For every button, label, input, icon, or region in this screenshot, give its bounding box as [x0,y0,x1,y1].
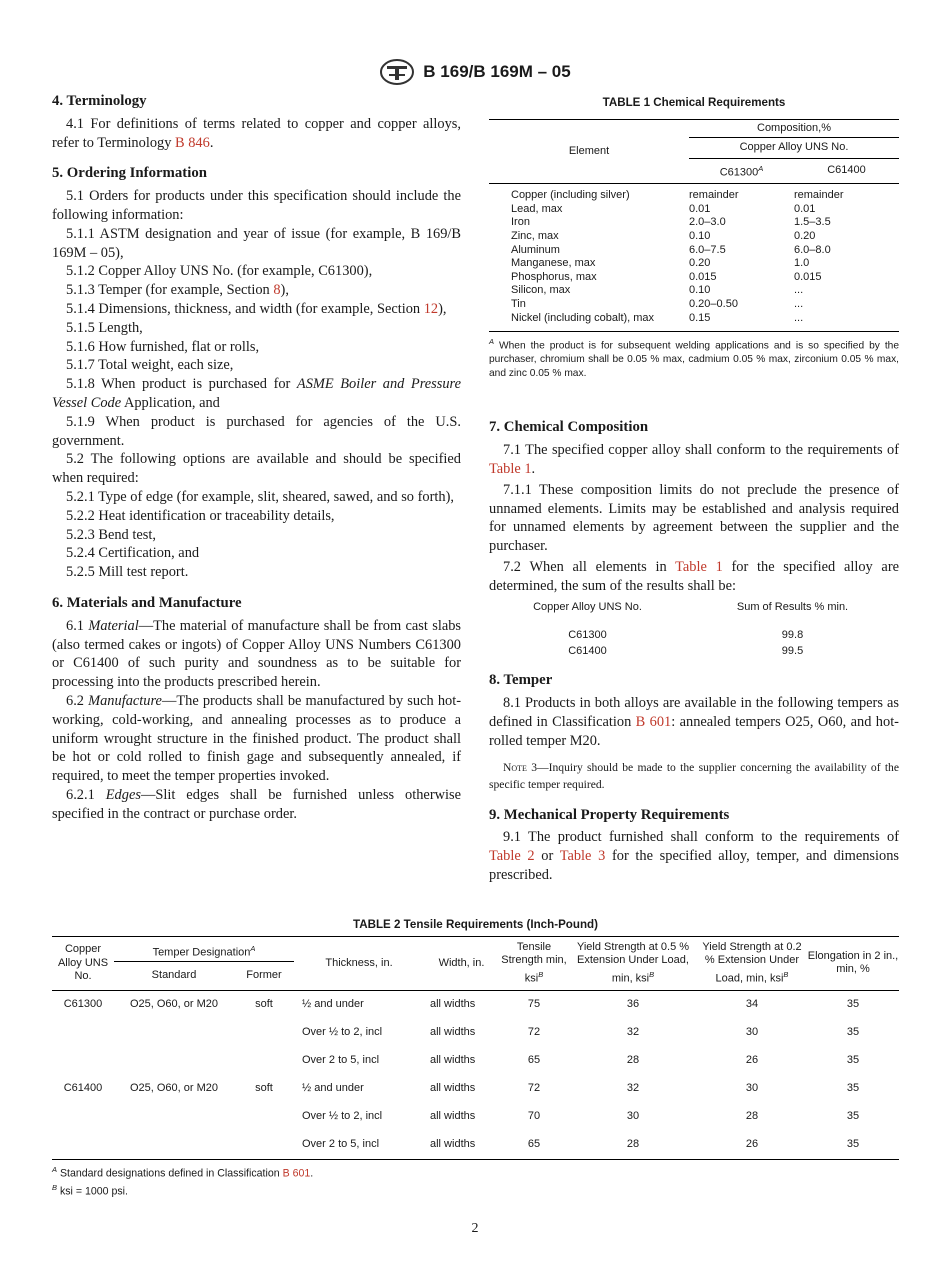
table1-cell-c61400: ... [793,284,804,297]
paragraph: 7.1.1 These composition limits do not preclude the presence of unnamed elements. Limits may be established and analysis required for unnamed elements by agreement between the supplier and the purchaser. [489,481,899,555]
table2-row [52,1019,899,1047]
table2-cell-yield02: 26 [745,1053,759,1066]
table1-cell-c61300: 0.20 [689,257,711,270]
sum-cell-alloy: C61400 [568,644,607,657]
table1-cell-element: Iron [511,216,530,229]
ref-section-8-link[interactable]: 8 [273,282,281,299]
paragraph: 5.1.2 Copper Alloy UNS No. (for example, C61300), [66,263,373,280]
ref-b601-link[interactable]: B 601 [282,1167,311,1180]
table2-cell-yield02: 28 [745,1109,759,1122]
sum-row [489,644,899,660]
paragraph: 5.1.5 Length, [66,319,143,336]
table2-cell-yield05: 30 [626,1109,640,1122]
table2-cell-width: all widths [430,1081,476,1094]
table2-cell-alloy: C61400 [63,1081,103,1094]
table2-cell-tensile: 72 [527,1081,541,1094]
section-5 [52,164,461,582]
ref-b601-link[interactable]: B 601 [635,713,672,730]
table1-row [489,312,899,330]
table2-cell-width: all widths [430,1109,476,1122]
table1-cell-element: Zinc, max [511,230,559,243]
table1-cell-c61400: 6.0–8.0 [793,243,831,256]
ref-b846-link[interactable]: B 846 [175,134,210,151]
table1-caption: TABLE 1 Chemical Requirements [602,96,786,109]
paragraph: 9.1 The product furnished shall conform to the requirements of Table 2 or Table 3 for the specified alloy, temper, and dimensions prescribed. [489,829,900,884]
table2-cell-yield02: 30 [745,1025,759,1038]
table2-cell-thickness: Over 2 to 5, incl [294,1131,424,1160]
table2-cell-standard [114,1047,234,1075]
paragraph: 5.2.1 Type of edge (for example, slit, sheared, sawed, and so forth), [66,488,454,505]
paragraph: 5.2 The following options are available and should be specified when required: [52,451,461,487]
table2-cell-width: all widths [424,1131,499,1160]
table2-cell-former: soft [255,997,273,1010]
table1-cell-c61400: remainder [793,189,844,202]
table2-header-former: Former [234,962,294,991]
table1-cell-element: Silicon, max [511,284,571,297]
table2-header-yield05: Yield Strength at 0.5 % Extension Under Load, min, ksi$^B$ [569,937,697,991]
paragraph: 5.1.6 How furnished, flat or rolls, [66,338,260,355]
paragraph: 5.1.4 Dimensions, thickness, and width (for example, Section 12), [66,300,447,317]
page-header [0,58,950,86]
table1-header-composition: Composition,% [689,119,899,138]
table2-cell-standard [114,1019,234,1047]
sum-cell-value: 99.5 [781,644,804,657]
left-column [52,92,461,829]
table2-header-alloy: Copper Alloy UNS No. [52,937,114,991]
table2-cell-tensile: 65 [499,1131,569,1160]
table1-cell-c61400: ... [793,311,804,324]
table1-cell-c61300: 0.015 [689,270,717,283]
table2-footnote-a: $^A$ Standard designations defined in Classification B 601. [52,1164,314,1180]
document-designation: B 169/B 169M – 05 [423,62,571,81]
table1-cell-c61300: 0.15 [689,311,711,324]
table2-cell-elongation: 35 [846,1109,860,1122]
table1-cell-element: Copper (including silver) [511,189,630,202]
table2-cell-yield02: 34 [745,997,759,1010]
table2-row [52,1047,899,1075]
table1-cell-c61300: 6.0–7.5 [689,243,726,256]
table2-cell-elongation: 35 [846,1025,860,1038]
table2-caption: TABLE 2 Tensile Requirements (Inch-Pound) [353,918,598,931]
table2-cell-width: all widths [430,1053,476,1066]
table2-cell-thickness: Over ½ to 2, incl [302,1025,383,1038]
table1-cell-element: Manganese, max [511,257,596,270]
sum-of-results-table [489,600,899,660]
table1-row [489,203,899,217]
paragraph: 5.1.1 ASTM designation and year of issue (for example, B 169/B 169M – 05), [52,225,461,261]
table2-header-yield02: Yield Strength at 0.2 % Extension Under Load, min, ksi$^B$ [697,937,807,991]
table1-chemical-requirements [489,119,899,329]
table2-cell-yield05: 28 [626,1053,640,1066]
section-8 [489,671,899,793]
table1-cell-c61400: ... [793,297,804,310]
table2-cell-standard [114,1103,234,1131]
table1-cell-element: Tin [511,297,526,310]
section-heading: 7. Chemical Composition [489,419,649,436]
paragraph: 5.1 Orders for products under this specification should include the following information: [52,188,461,223]
table1-cell-c61400: 0.20 [793,230,816,243]
right-column [489,92,899,891]
table2-cell-thickness: Over 2 to 5, incl [302,1053,380,1066]
table1-header-c61400: C61400 [794,158,899,183]
table2-cell-former: soft [255,1081,273,1094]
table2-cell-former [234,1103,294,1131]
paragraph: 5.1.9 When product is purchased for agencies of the U.S. government. [52,413,461,449]
page-number: 2 [471,1221,479,1236]
astm-logo-icon [379,58,415,86]
table1-cell-element: Nickel (including cobalt), max [511,311,655,324]
table1-header-uns: Copper Alloy UNS No. [689,138,899,159]
table1-row [489,184,899,203]
table2-cell-alloy [52,1131,114,1160]
paragraph: 5.2.3 Bend test, [66,526,156,543]
paragraph: 6.2.1 Edges—Slit edges shall be furnished unless otherwise specified in the contract or purchase order. [52,786,461,822]
paragraph: 7.2 When all elements in Table 1 for the specified alloy are determined, the sum of the results shall be: [489,558,900,594]
paragraph: 6.2 Manufacture—The products shall be manufactured by such hot-working, cold-working, and annealing processes as to produce a uniform wrought structure in the finished product. The product shall be hot or cold rolled to finish gage and subsequently annealed, if required, to meet the temper properties invoked. [52,692,461,785]
table1-cell-element: Lead, max [511,202,563,215]
table2-cell-yield05: 32 [626,1025,640,1038]
table1-cell-c61300: 0.01 [689,202,711,215]
sum-cell-value: 99.8 [781,629,804,642]
section-heading: 6. Materials and Manufacture [52,594,242,611]
table1-row [489,216,899,230]
table2-cell-yield02: 26 [697,1131,807,1160]
table1-cell-c61400: 0.01 [793,202,816,215]
paragraph: 5.2.2 Heat identification or traceability details, [66,507,335,524]
table2-cell-yield05: 32 [626,1081,640,1094]
table2-cell-standard [114,1131,234,1160]
table2-header-temper: Temper Designation$^A$ [152,943,256,959]
section-heading: 9. Mechanical Property Requirements [489,806,730,823]
table2-cell-former [234,1047,294,1075]
paragraph: 6.1 Material—The material of manufacture shall be from cast slabs (also termed cakes or ingots) of Copper Alloy UNS Numbers C61300 or C61400 of such purity and soundness as to be suitable for processing into the products prescribed herein. [52,617,461,691]
table1-cell-c61400: 0.015 [793,270,822,283]
section-4 [52,92,461,152]
section-6 [52,594,461,824]
table1-cell-c61300: 0.10 [689,230,711,243]
table2-cell-tensile: 72 [527,1025,541,1038]
table2-cell-yield05: 28 [569,1131,697,1160]
table1-row [489,271,899,285]
table1-row [489,244,899,258]
paragraph: 5.1.3 Temper (for example, Section 8), [66,282,289,299]
table1-footnote: $^A$ When the product is for subsequent welding applications and is so specified by the purchaser, chromium shall be 0.05 % max, cadmium 0.05 % max, zirconium 0.05 % max, and zinc 0.05 % max. [489,331,899,380]
table2-row [52,990,899,1019]
table2-cell-tensile: 65 [527,1053,541,1066]
table2-row [52,1131,899,1160]
table1-cell-c61300: 2.0–3.0 [689,216,726,229]
table2-cell-yield02: 30 [745,1081,759,1094]
table1-cell-c61300: remainder [689,189,739,202]
section-7 [489,418,899,659]
section-9 [489,806,899,885]
paragraph: 5.1.7 Total weight, each size, [66,357,234,374]
table2-cell-tensile: 70 [527,1109,541,1122]
paragraph: 5.2.4 Certification, and [66,545,200,562]
paragraph: 5.2.5 Mill test report. [66,564,189,581]
table2-cell-elongation: 35 [846,1081,860,1094]
table2-header-elongation: Elongation in 2 in., min, % [807,937,899,991]
sum-cell-alloy: C61300 [568,629,607,642]
sum-header-value: Sum of Results % min. [736,600,849,613]
table1-row [489,257,899,271]
sum-row [489,628,899,644]
table1-row [489,284,899,298]
table2-header-tensile: Tensile Strength min, ksi$^B$ [499,937,569,991]
paragraph: 5.1.8 When product is purchased for ASME Boiler and Pressure Vessel Code Application, and [52,376,461,411]
table2-cell-elongation: 35 [807,1131,899,1160]
table2-tensile-requirements [52,936,899,1160]
table1-cell-element: Aluminum [511,243,560,256]
table2-cell-standard: O25, O60, or M20 [129,997,219,1010]
table2-cell-elongation: 35 [846,1053,860,1066]
paragraph: 7.1 The specified copper alloy shall conform to the requirements of Table 1. [489,442,899,477]
table2-cell-thickness: ½ and under [302,997,364,1010]
table2-header-width: Width, in. [424,937,499,991]
table1-cell-element: Phosphorus, max [511,270,597,283]
paragraph: 8.1 Products in both alloys are available in the following tempers as defined in Classification B 601: annealed tempers O25, O60, and hot-rolled temper M20. [489,695,899,749]
table2-container [52,918,899,1199]
table2-cell-former [234,1019,294,1047]
table1-cell-c61400: 1.5–3.5 [793,216,831,229]
table2-cell-alloy: C61300 [63,997,103,1010]
section-heading: 4. Terminology [52,93,147,109]
ref-table3-link[interactable]: Table 3 [559,848,606,865]
paragraph-4-1: 4.1 For definitions of terms related to copper and copper alloys, refer to Terminology B 846. [52,115,461,151]
table2-row [52,1103,899,1131]
table2-cell-alloy [52,1047,114,1075]
table2-cell-alloy [52,1103,114,1131]
table2-cell-former [234,1131,294,1160]
table2-cell-elongation: 35 [846,997,860,1010]
section-heading: 5. Ordering Information [52,165,207,182]
ref-table1-link[interactable]: Table 1 [489,460,532,477]
ref-table1-link[interactable]: Table 1 [675,558,723,575]
table2-cell-thickness: Over ½ to 2, incl [302,1109,383,1122]
table1-row [489,298,899,312]
table2-cell-alloy [52,1019,114,1047]
table2-cell-width: all widths [430,1025,476,1038]
table2-cell-thickness: ½ and under [302,1081,364,1094]
sum-header-alloy: Copper Alloy UNS No. [533,600,642,613]
ref-section-12-link[interactable]: 12 [423,300,439,317]
table1-cell-c61300: 0.10 [689,284,711,297]
note-3: Note 3—Inquiry should be made to the supplier concerning the availability of the specific temper required. [489,761,899,792]
table2-cell-width: all widths [430,997,476,1010]
ref-table2-link[interactable]: Table 2 [489,848,535,865]
table2-footnote-b: $^B$ ksi = 1000 psi. [52,1182,128,1198]
table1-header-element: Element [489,119,689,183]
table2-header-thickness: Thickness, in. [294,937,424,991]
table1-cell-c61300: 0.20–0.50 [689,297,738,310]
section-heading: 8. Temper [489,672,553,689]
table2-row [52,1075,899,1103]
table1-row [489,230,899,244]
table2-cell-tensile: 75 [527,997,541,1010]
table1-header-c61300: $C61300^A$ [689,158,794,183]
table2-cell-standard: O25, O60, or M20 [129,1081,219,1094]
table2-header-standard: Standard [114,962,234,991]
table2-cell-yield05: 36 [626,997,640,1010]
table1-cell-c61400: 1.0 [793,257,810,270]
